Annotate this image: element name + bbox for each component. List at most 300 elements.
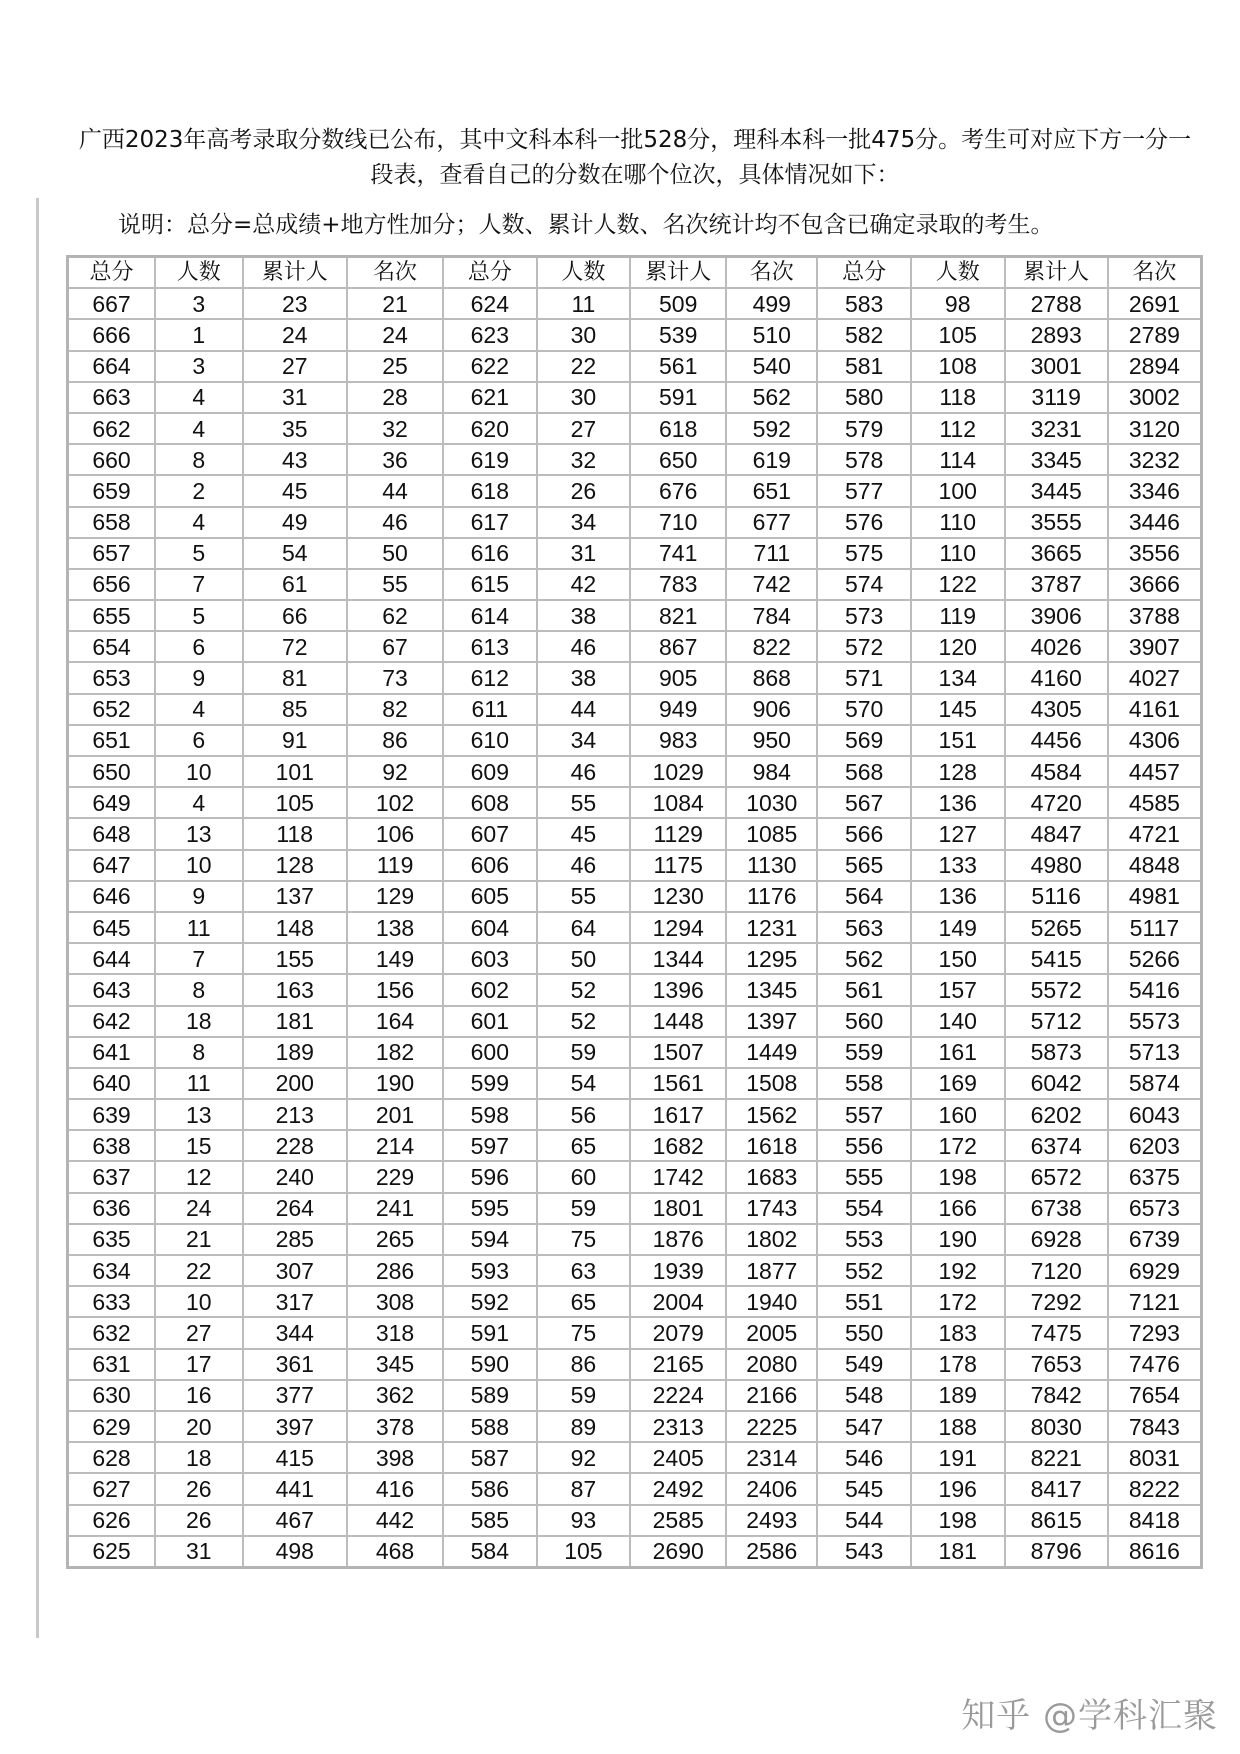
- table-cell: 24: [243, 319, 348, 350]
- column-header: 人数: [911, 257, 1005, 289]
- table-cell: 10: [155, 756, 243, 787]
- table-cell: 637: [68, 1161, 156, 1192]
- table-cell: 5416: [1108, 974, 1202, 1005]
- table-cell: 642: [68, 1006, 156, 1037]
- table-cell: 7654: [1108, 1380, 1202, 1411]
- table-cell: 7653: [1005, 1349, 1108, 1380]
- table-cell: 1802: [726, 1224, 817, 1255]
- table-cell: 618: [630, 413, 726, 444]
- table-cell: 1877: [726, 1255, 817, 1286]
- table-cell: 509: [630, 288, 726, 319]
- table-cell: 134: [911, 662, 1005, 693]
- table-cell: 647: [68, 850, 156, 881]
- table-cell: 8031: [1108, 1442, 1202, 1473]
- table-cell: 45: [243, 475, 348, 506]
- table-cell: 27: [243, 351, 348, 382]
- table-cell: 18: [155, 1442, 243, 1473]
- column-header: 名次: [1108, 257, 1202, 289]
- table-cell: 17: [155, 1349, 243, 1380]
- table-cell: 627: [68, 1473, 156, 1504]
- table-cell: 157: [911, 974, 1005, 1005]
- table-cell: 2789: [1108, 319, 1202, 350]
- table-cell: 551: [817, 1286, 911, 1317]
- table-cell: 656: [68, 569, 156, 600]
- table-cell: 630: [68, 1380, 156, 1411]
- table-cell: 4305: [1005, 694, 1108, 725]
- table-row: [68, 319, 1202, 350]
- table-cell: 166: [911, 1193, 1005, 1224]
- table-body: [68, 288, 1202, 1567]
- table-cell: 189: [243, 1037, 348, 1068]
- table-cell: 8221: [1005, 1442, 1108, 1473]
- table-cell: 612: [443, 662, 537, 693]
- table-cell: 11: [155, 1068, 243, 1099]
- table-cell: 214: [347, 1130, 443, 1161]
- table-cell: 59: [537, 1037, 631, 1068]
- table-cell: 552: [817, 1255, 911, 1286]
- table-cell: 92: [537, 1442, 631, 1473]
- table-cell: 7476: [1108, 1349, 1202, 1380]
- table-cell: 34: [537, 507, 631, 538]
- table-cell: 119: [911, 600, 1005, 631]
- table-cell: 6739: [1108, 1224, 1202, 1255]
- table-cell: 198: [911, 1161, 1005, 1192]
- table-cell: 556: [817, 1130, 911, 1161]
- table-cell: 196: [911, 1473, 1005, 1504]
- table-cell: 711: [726, 538, 817, 569]
- table-cell: 11: [537, 288, 631, 319]
- table-cell: 635: [68, 1224, 156, 1255]
- table-cell: 172: [911, 1286, 1005, 1317]
- table-cell: 984: [726, 756, 817, 787]
- table-cell: 8030: [1005, 1411, 1108, 1442]
- table-cell: 86: [537, 1349, 631, 1380]
- table-cell: 547: [817, 1411, 911, 1442]
- table-cell: 586: [443, 1473, 537, 1504]
- table-row: [68, 1411, 1202, 1442]
- table-cell: 3: [155, 351, 243, 382]
- table-cell: 611: [443, 694, 537, 725]
- table-cell: 6042: [1005, 1068, 1108, 1099]
- table-row: [68, 1349, 1202, 1380]
- table-cell: 163: [243, 974, 348, 1005]
- table-cell: 591: [630, 382, 726, 413]
- table-row: [68, 1099, 1202, 1130]
- table-cell: 6: [155, 631, 243, 662]
- table-cell: 568: [817, 756, 911, 787]
- table-cell: 543: [817, 1536, 911, 1568]
- table-cell: 140: [911, 1006, 1005, 1037]
- table-cell: 442: [347, 1505, 443, 1536]
- table-cell: 8: [155, 444, 243, 475]
- table-row: [68, 1037, 1202, 1068]
- table-row: [68, 288, 1202, 319]
- table-cell: 55: [537, 787, 631, 818]
- table-cell: 4: [155, 787, 243, 818]
- table-cell: 1562: [726, 1099, 817, 1130]
- table-row: [68, 538, 1202, 569]
- table-cell: 649: [68, 787, 156, 818]
- table-row: [68, 569, 1202, 600]
- table-cell: 571: [817, 662, 911, 693]
- table-cell: 55: [537, 881, 631, 912]
- table-cell: 98: [911, 288, 1005, 319]
- table-cell: 2079: [630, 1317, 726, 1348]
- column-header: 名次: [726, 257, 817, 289]
- table-cell: 35: [243, 413, 348, 444]
- table-cell: 621: [443, 382, 537, 413]
- table-cell: 105: [911, 319, 1005, 350]
- column-header: 人数: [537, 257, 631, 289]
- table-cell: 594: [443, 1224, 537, 1255]
- table-cell: 868: [726, 662, 817, 693]
- table-cell: 8418: [1108, 1505, 1202, 1536]
- table-cell: 136: [911, 881, 1005, 912]
- table-cell: 467: [243, 1505, 348, 1536]
- table-cell: 8615: [1005, 1505, 1108, 1536]
- table-cell: 156: [347, 974, 443, 1005]
- table-cell: 7292: [1005, 1286, 1108, 1317]
- table-cell: 398: [347, 1442, 443, 1473]
- table-cell: 183: [911, 1317, 1005, 1348]
- table-cell: 620: [443, 413, 537, 444]
- table-cell: 2691: [1108, 288, 1202, 319]
- table-cell: 108: [911, 351, 1005, 382]
- table-cell: 178: [911, 1349, 1005, 1380]
- table-cell: 2224: [630, 1380, 726, 1411]
- table-cell: 192: [911, 1255, 1005, 1286]
- table-cell: 4026: [1005, 631, 1108, 662]
- table-row: [68, 881, 1202, 912]
- column-header: 累计人: [630, 257, 726, 289]
- column-header: 总分: [443, 257, 537, 289]
- table-cell: 565: [817, 850, 911, 881]
- table-cell: 128: [243, 850, 348, 881]
- table-cell: 7: [155, 569, 243, 600]
- table-cell: 307: [243, 1255, 348, 1286]
- table-cell: 89: [537, 1411, 631, 1442]
- table-row: [68, 1442, 1202, 1473]
- watermark: 知乎 @学科汇聚: [961, 1696, 1218, 1736]
- table-cell: 6738: [1005, 1193, 1108, 1224]
- table-cell: 651: [726, 475, 817, 506]
- table-cell: 1618: [726, 1130, 817, 1161]
- table-cell: 149: [911, 912, 1005, 943]
- table-cell: 4161: [1108, 694, 1202, 725]
- table-cell: 198: [911, 1505, 1005, 1536]
- table-cell: 8: [155, 1037, 243, 1068]
- table-cell: 563: [817, 912, 911, 943]
- table-cell: 659: [68, 475, 156, 506]
- table-cell: 607: [443, 818, 537, 849]
- table-cell: 38: [537, 600, 631, 631]
- table-cell: 3445: [1005, 475, 1108, 506]
- table-cell: 539: [630, 319, 726, 350]
- table-cell: 7120: [1005, 1255, 1108, 1286]
- table-cell: 63: [537, 1255, 631, 1286]
- table-cell: 650: [68, 756, 156, 787]
- table-cell: 6374: [1005, 1130, 1108, 1161]
- table-cell: 949: [630, 694, 726, 725]
- table-cell: 498: [243, 1536, 348, 1568]
- table-cell: 1029: [630, 756, 726, 787]
- table-cell: 4457: [1108, 756, 1202, 787]
- table-cell: 3119: [1005, 382, 1108, 413]
- table-cell: 822: [726, 631, 817, 662]
- table-row: [68, 1286, 1202, 1317]
- table-cell: 584: [443, 1536, 537, 1568]
- table-cell: 676: [630, 475, 726, 506]
- table-cell: 151: [911, 725, 1005, 756]
- table-cell: 1130: [726, 850, 817, 881]
- table-row: [68, 1255, 1202, 1286]
- table-cell: 1344: [630, 943, 726, 974]
- table-cell: 4: [155, 694, 243, 725]
- table-cell: 561: [817, 974, 911, 1005]
- table-cell: 10: [155, 850, 243, 881]
- table-row: [68, 507, 1202, 538]
- table-cell: 1801: [630, 1193, 726, 1224]
- table-cell: 560: [817, 1006, 911, 1037]
- table-cell: 182: [347, 1037, 443, 1068]
- table-cell: 784: [726, 600, 817, 631]
- table-cell: 122: [911, 569, 1005, 600]
- table-cell: 1448: [630, 1006, 726, 1037]
- table-cell: 149: [347, 943, 443, 974]
- table-cell: 616: [443, 538, 537, 569]
- table-cell: 595: [443, 1193, 537, 1224]
- table-cell: 2406: [726, 1473, 817, 1504]
- table-cell: 105: [537, 1536, 631, 1568]
- table-cell: 27: [155, 1317, 243, 1348]
- table-cell: 582: [817, 319, 911, 350]
- table-cell: 5117: [1108, 912, 1202, 943]
- table-cell: 548: [817, 1380, 911, 1411]
- table-cell: 110: [911, 507, 1005, 538]
- table-cell: 1085: [726, 818, 817, 849]
- table-cell: 318: [347, 1317, 443, 1348]
- table-cell: 31: [155, 1536, 243, 1568]
- table-row: [68, 725, 1202, 756]
- table-cell: 59: [537, 1380, 631, 1411]
- table-cell: 1231: [726, 912, 817, 943]
- table-cell: 2: [155, 475, 243, 506]
- table-cell: 128: [911, 756, 1005, 787]
- table-cell: 658: [68, 507, 156, 538]
- table-cell: 5572: [1005, 974, 1108, 1005]
- table-cell: 6202: [1005, 1099, 1108, 1130]
- table-cell: 2894: [1108, 351, 1202, 382]
- table-cell: 1176: [726, 881, 817, 912]
- table-cell: 558: [817, 1068, 911, 1099]
- table-cell: 1617: [630, 1099, 726, 1130]
- table-cell: 583: [817, 288, 911, 319]
- table-cell: 3788: [1108, 600, 1202, 631]
- table-cell: 1449: [726, 1037, 817, 1068]
- table-note: 说明：总分=总成绩+地方性加分；人数、累计人数、名次统计均不包含已确定录取的考生。: [118, 212, 1054, 238]
- table-cell: 50: [347, 538, 443, 569]
- table-cell: 2166: [726, 1380, 817, 1411]
- table-cell: 4721: [1108, 818, 1202, 849]
- table-cell: 5874: [1108, 1068, 1202, 1099]
- table-row: [68, 1505, 1202, 1536]
- table-cell: 2080: [726, 1349, 817, 1380]
- table-cell: 651: [68, 725, 156, 756]
- table-row: [68, 382, 1202, 413]
- table-cell: 42: [537, 569, 631, 600]
- table-cell: 623: [443, 319, 537, 350]
- table-cell: 6928: [1005, 1224, 1108, 1255]
- table-cell: 265: [347, 1224, 443, 1255]
- table-cell: 622: [443, 351, 537, 382]
- table-cell: 617: [443, 507, 537, 538]
- table-cell: 5712: [1005, 1006, 1108, 1037]
- table-cell: 67: [347, 631, 443, 662]
- table-cell: 4456: [1005, 725, 1108, 756]
- table-cell: 5265: [1005, 912, 1108, 943]
- table-cell: 1397: [726, 1006, 817, 1037]
- table-row: [68, 943, 1202, 974]
- table-row: [68, 351, 1202, 382]
- table-cell: 619: [726, 444, 817, 475]
- table-cell: 540: [726, 351, 817, 382]
- table-cell: 172: [911, 1130, 1005, 1161]
- table-cell: 285: [243, 1224, 348, 1255]
- table-cell: 10: [155, 1286, 243, 1317]
- table-row: [68, 850, 1202, 881]
- table-cell: 7842: [1005, 1380, 1108, 1411]
- table-cell: 581: [817, 351, 911, 382]
- table-cell: 546: [817, 1442, 911, 1473]
- table-cell: 7: [155, 943, 243, 974]
- table-cell: 4584: [1005, 756, 1108, 787]
- table-cell: 6929: [1108, 1255, 1202, 1286]
- table-row: [68, 1006, 1202, 1037]
- table-cell: 169: [911, 1068, 1005, 1099]
- table-cell: 56: [537, 1099, 631, 1130]
- table-cell: 44: [347, 475, 443, 506]
- table-cell: 31: [243, 382, 348, 413]
- table-cell: 81: [243, 662, 348, 693]
- table-cell: 653: [68, 662, 156, 693]
- table-cell: 188: [911, 1411, 1005, 1442]
- table-cell: 22: [537, 351, 631, 382]
- table-cell: 378: [347, 1411, 443, 1442]
- table-cell: 8417: [1005, 1473, 1108, 1504]
- table-cell: 6572: [1005, 1161, 1108, 1192]
- table-cell: 599: [443, 1068, 537, 1099]
- table-cell: 554: [817, 1193, 911, 1224]
- table-cell: 580: [817, 382, 911, 413]
- table-cell: 114: [911, 444, 1005, 475]
- table-cell: 317: [243, 1286, 348, 1317]
- table-cell: 46: [537, 756, 631, 787]
- table-cell: 120: [911, 631, 1005, 662]
- table-cell: 566: [817, 818, 911, 849]
- table-row: [68, 1193, 1202, 1224]
- table-cell: 650: [630, 444, 726, 475]
- table-cell: 1175: [630, 850, 726, 881]
- table-cell: 1940: [726, 1286, 817, 1317]
- table-cell: 655: [68, 600, 156, 631]
- table-cell: 598: [443, 1099, 537, 1130]
- table-cell: 181: [911, 1536, 1005, 1568]
- table-cell: 4720: [1005, 787, 1108, 818]
- table-cell: 1508: [726, 1068, 817, 1099]
- table-cell: 1683: [726, 1161, 817, 1192]
- table-cell: 72: [243, 631, 348, 662]
- table-cell: 362: [347, 1380, 443, 1411]
- table-cell: 26: [155, 1505, 243, 1536]
- table-cell: 867: [630, 631, 726, 662]
- table-cell: 102: [347, 787, 443, 818]
- table-cell: 26: [537, 475, 631, 506]
- table-cell: 441: [243, 1473, 348, 1504]
- table-cell: 3666: [1108, 569, 1202, 600]
- table-cell: 160: [911, 1099, 1005, 1130]
- table-cell: 286: [347, 1255, 443, 1286]
- table-cell: 110: [911, 538, 1005, 569]
- table-cell: 20: [155, 1411, 243, 1442]
- table-cell: 13: [155, 1099, 243, 1130]
- table-cell: 589: [443, 1380, 537, 1411]
- table-cell: 3231: [1005, 413, 1108, 444]
- table-cell: 2313: [630, 1411, 726, 1442]
- table-cell: 7121: [1108, 1286, 1202, 1317]
- table-cell: 5873: [1005, 1037, 1108, 1068]
- table-cell: 4981: [1108, 881, 1202, 912]
- table-cell: 129: [347, 881, 443, 912]
- table-cell: 664: [68, 351, 156, 382]
- table-cell: 21: [347, 288, 443, 319]
- table-cell: 61: [243, 569, 348, 600]
- table-cell: 632: [68, 1317, 156, 1348]
- table-cell: 92: [347, 756, 443, 787]
- table-cell: 550: [817, 1317, 911, 1348]
- table-cell: 677: [726, 507, 817, 538]
- table-cell: 5713: [1108, 1037, 1202, 1068]
- table-cell: 660: [68, 444, 156, 475]
- table-cell: 1742: [630, 1161, 726, 1192]
- table-cell: 377: [243, 1380, 348, 1411]
- table-cell: 6573: [1108, 1193, 1202, 1224]
- table-cell: 574: [817, 569, 911, 600]
- table-cell: 610: [443, 725, 537, 756]
- table-cell: 1084: [630, 787, 726, 818]
- table-cell: 596: [443, 1161, 537, 1192]
- table-cell: 646: [68, 881, 156, 912]
- table-cell: 85: [243, 694, 348, 725]
- table-cell: 264: [243, 1193, 348, 1224]
- table-cell: 4306: [1108, 725, 1202, 756]
- table-cell: 3446: [1108, 507, 1202, 538]
- table-cell: 557: [817, 1099, 911, 1130]
- table-cell: 666: [68, 319, 156, 350]
- table-cell: 2004: [630, 1286, 726, 1317]
- score-distribution-table: [66, 255, 1203, 1569]
- table-cell: 105: [243, 787, 348, 818]
- table-cell: 562: [817, 943, 911, 974]
- table-cell: 308: [347, 1286, 443, 1317]
- table-cell: 101: [243, 756, 348, 787]
- table-cell: 181: [243, 1006, 348, 1037]
- table-cell: 190: [347, 1068, 443, 1099]
- table-cell: 15: [155, 1130, 243, 1161]
- table-cell: 6203: [1108, 1130, 1202, 1161]
- table-cell: 118: [243, 818, 348, 849]
- table-cell: 2165: [630, 1349, 726, 1380]
- table-cell: 741: [630, 538, 726, 569]
